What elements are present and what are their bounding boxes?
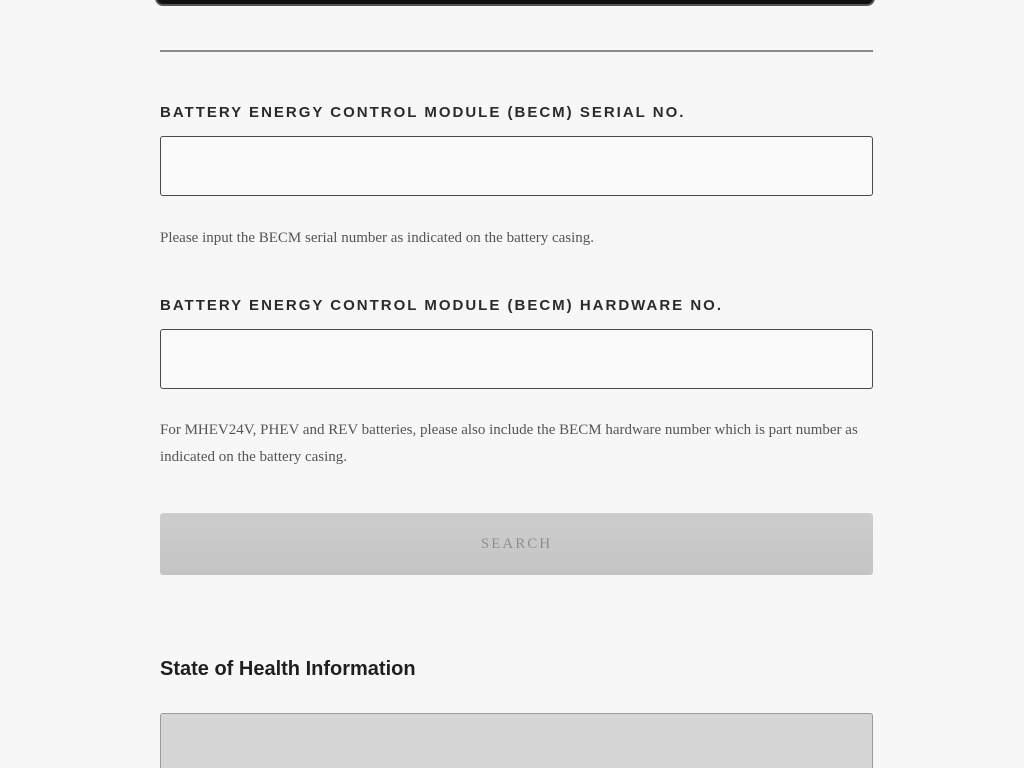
state-of-health-title: State of Health Information (160, 658, 416, 680)
search-button[interactable]: SEARCH (160, 513, 873, 575)
serial-number-input[interactable] (160, 136, 873, 196)
hardware-number-input[interactable] (160, 329, 873, 389)
top-banner (155, 0, 875, 6)
serial-number-label: BATTERY ENERGY CONTROL MODULE (BECM) SERIAL NO. (160, 104, 686, 121)
serial-number-help: Please input the BECM serial number as indicated on the battery casing. (160, 230, 595, 246)
hardware-number-label: BATTERY ENERGY CONTROL MODULE (BECM) HARDWARE NO. (160, 297, 724, 314)
section-divider (160, 50, 873, 52)
hardware-number-help: For MHEV24V, PHEV and REV batteries, please also include the BECM hardware number which is part number as indicated on the battery casing. (160, 422, 858, 465)
state-of-health-panel (160, 713, 873, 768)
